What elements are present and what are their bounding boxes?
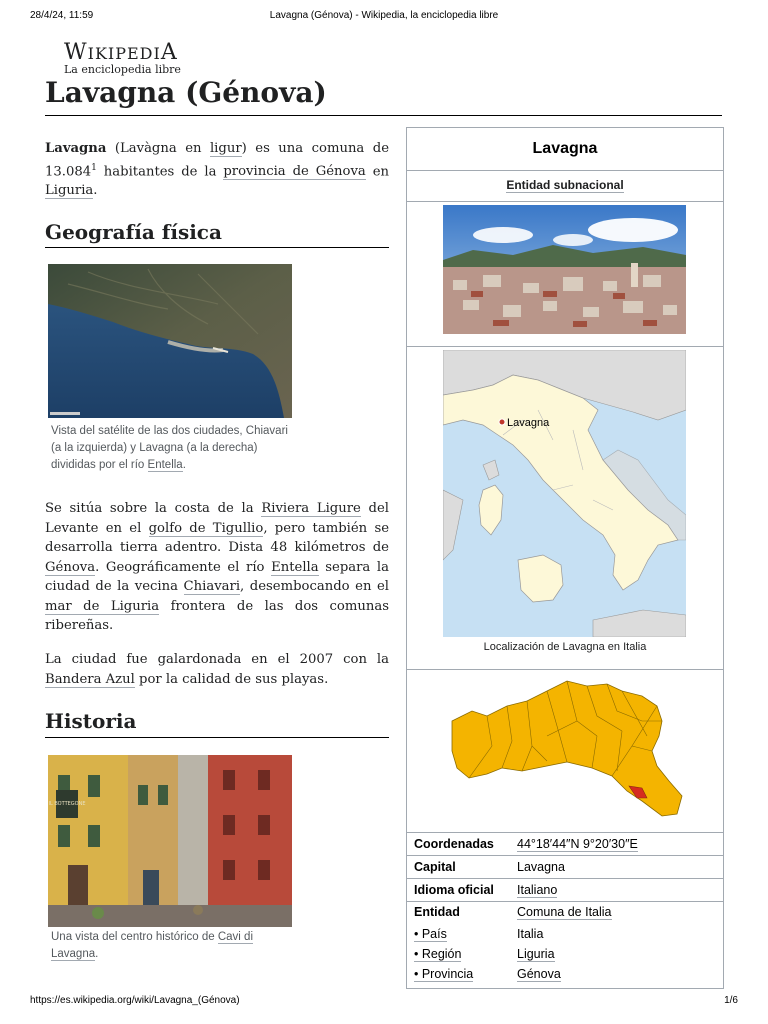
historic-caption: Una vista del centro histórico de Cavi di Lavagna. [51,931,253,960]
satellite-caption: Vista del satélite de las dos ciudades, Chiavari (a la izquierda) y Lavagna (a la derecha) divididas por el río Entella. [51,425,288,471]
heading-geografia: Geografía física [45,220,222,244]
idioma-link[interactable]: Italiano [517,883,558,897]
link-bandera-azul[interactable]: Bandera Azul [45,671,135,687]
link-chiavari[interactable]: Chiavari [183,579,241,594]
title-divider [45,115,722,116]
satellite-image[interactable] [48,264,292,418]
italy-locator-map[interactable] [443,350,686,637]
logo-wordmark: WIKIPEDIA [64,40,178,65]
reference-1[interactable]: 1 [91,162,97,173]
logo-tagline: La enciclopedia libre [64,63,181,76]
link-entella[interactable]: Entella [271,559,319,575]
locator-caption: Localización de Lavagna en Italia [483,641,647,653]
region-link[interactable]: • Región [414,947,462,961]
link-cavi-di-lavagna[interactable]: Cavi di Lavagna [51,931,253,960]
coordinates-link[interactable]: 44°18′44″N 9°20′30″E [517,837,638,851]
geografia-paragraph-1: Se sitúa sobre la costa de la Riviera Ligure del Levante en el golfo de Tigullio, pero también se desarrolla tierra adentro. Dista 48 kilómetros de Génova. Geográficamente el río Entella separa la ciudad de la vecina Chiavari, desembocando en el mar de Liguria frontera de las dos comunas ribereñas. [45,501,390,633]
link-golfo-tigullio[interactable]: golfo de Tigullio [148,520,264,536]
link-mar-liguria[interactable]: mar de Liguria [45,598,160,614]
row-value: Italia [517,927,544,941]
link-liguria[interactable]: Liguria [45,183,94,199]
entidad-link[interactable]: Comuna de Italia [517,905,612,919]
link-genova[interactable]: Génova [45,559,96,575]
intro-subject: Lavagna [45,141,107,156]
link-entella-caption[interactable]: Entella [147,459,183,471]
row-key: Idioma oficial [414,883,494,897]
map-marker-label: Lavagna [507,417,550,429]
infobox-subtitle [407,171,723,202]
pais-link[interactable]: • País [414,927,447,941]
historic-center-image[interactable] [48,755,292,927]
infobox-locator-section [407,347,723,670]
infobox-subtitle-link[interactable]: Entidad subnacional [506,178,624,192]
shop-sign-text: IL BOTTEGONE [48,801,86,807]
row-value: Lavagna [517,860,565,874]
row-key: Coordenadas [414,837,494,851]
print-page-number: 1/6 [724,995,738,1006]
provincia-link[interactable]: • Provincia [414,967,474,981]
wikipedia-logo[interactable] [64,40,181,76]
genova-link[interactable]: Génova [517,967,561,981]
heading-historia: Historia [45,709,137,733]
infobox-photo-section [407,202,723,347]
heading-divider [45,247,389,248]
liguria-province-map[interactable] [447,676,687,826]
heading-divider [45,737,389,738]
print-datetime: 28/4/24, 11:59 [30,10,94,21]
city-photo[interactable] [443,205,686,334]
link-riviera-ligure[interactable]: Riviera Ligure [261,501,361,516]
infobox [406,127,724,989]
location-marker [499,419,505,425]
row-key: Entidad [414,905,460,919]
liguria-link[interactable]: Liguria [517,947,555,961]
print-url: https://es.wikipedia.org/wiki/Lavagna_(Génova) [30,995,240,1006]
link-ligur[interactable]: ligur [209,141,242,156]
infobox-title: Lavagna [407,128,723,171]
print-page-title: Lavagna (Génova) - Wikipedia, la enciclopedia libre [269,10,499,21]
row-key: Capital [414,860,456,874]
geografia-paragraph-2: La ciudad fue galardonada en el 2007 con la Bandera Azul por la calidad de sus playas. [45,652,389,687]
infobox-region-section [407,670,723,833]
link-provincia-genova[interactable]: provincia de Génova [223,163,366,179]
intro-paragraph: Lavagna (Lavàgna en ligur) es una comuna de 13.084$^1$ habitantes de la provincia de Génova en Liguria. [45,141,390,199]
page-title: Lavagna (Génova) [45,76,327,109]
